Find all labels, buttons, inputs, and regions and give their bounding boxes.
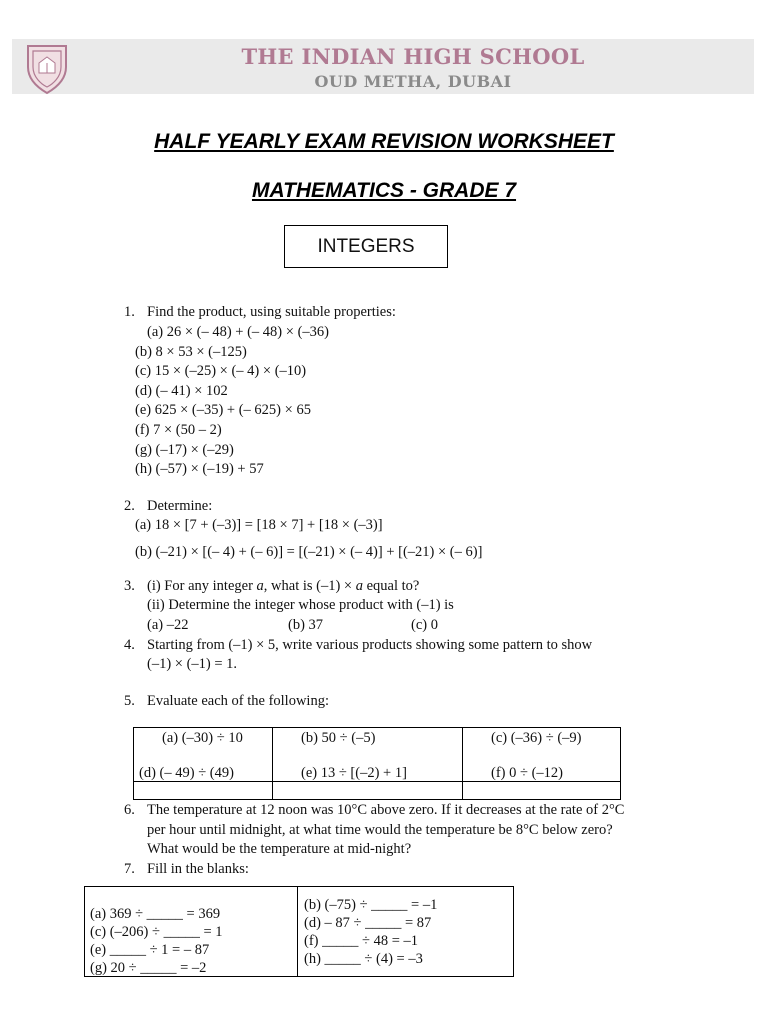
q1-number: 1. xyxy=(124,304,135,320)
q1-item: (c) 15 × (–25) × (– 4) × (–10) xyxy=(135,363,307,379)
table-divider xyxy=(272,727,273,800)
q7-right-item: (d) – 87 ÷ _____ = 87 xyxy=(304,915,432,931)
q6-line: What would be the temperature at mid-night? xyxy=(147,841,412,857)
table-divider xyxy=(297,886,298,977)
q5-cell: (e) 13 ÷ [(–2) + 1] xyxy=(301,765,407,781)
q2-prompt: Determine: xyxy=(147,498,213,514)
q1-item: (e) 625 × (–35) + (– 625) × 65 xyxy=(135,402,311,418)
q3-option: (a) –22 xyxy=(147,617,189,633)
q5-cell: (f) 0 ÷ (–12) xyxy=(491,765,563,781)
q6-line: per hour until midnight, at what time would the temperature be 8°C below zero? xyxy=(147,822,613,838)
q2-number: 2. xyxy=(124,498,135,514)
q4-line1: Starting from (–1) × 5, write various products showing some pattern to show xyxy=(147,637,593,653)
q1-prompt: Find the product, using suitable properties: xyxy=(147,304,396,320)
q4-line2: (–1) × (–1) = 1. xyxy=(147,656,238,672)
q4-number: 4. xyxy=(124,637,135,653)
q5-number: 5. xyxy=(124,693,135,709)
q3-option: (b) 37 xyxy=(288,617,324,633)
q3-option: (c) 0 xyxy=(411,617,438,633)
q5-cell: (d) (– 49) ÷ (49) xyxy=(139,765,234,781)
q7-left-item: (a) 369 ÷ _____ = 369 xyxy=(90,906,221,922)
q7-right-item: (b) (–75) ÷ _____ = –1 xyxy=(304,897,438,913)
q7-right-item: (f) _____ ÷ 48 = –1 xyxy=(304,933,418,949)
q2-item: (a) 18 × [7 + (–3)] = [18 × 7] + [18 × (–3)] xyxy=(135,517,383,533)
q5-prompt: Evaluate each of the following: xyxy=(147,693,329,709)
q6-number: 6. xyxy=(124,802,135,818)
q3-number: 3. xyxy=(124,578,135,594)
table-divider xyxy=(462,727,463,800)
topic-label: INTEGERS xyxy=(317,235,415,257)
q7-left-item: (e) _____ ÷ 1 = – 87 xyxy=(90,942,210,958)
topic-box xyxy=(284,225,448,268)
q7-left-item: (g) 20 ÷ _____ = –2 xyxy=(90,960,207,976)
q5-cell: (a) (–30) ÷ 10 xyxy=(162,730,243,746)
subject-title: MATHEMATICS - GRADE 7 xyxy=(251,179,517,202)
q1-item: (g) (–17) × (–29) xyxy=(135,442,234,458)
school-location: OUD METHA, DUBAI xyxy=(314,72,512,91)
q1-item: (d) (– 41) × 102 xyxy=(135,383,228,399)
q1-item: (h) (–57) × (–19) + 57 xyxy=(135,461,264,477)
q2-item: (b) (–21) × [(– 4) + (– 6)] = [(–21) × (– 4)] + [(–21) × (– 6)] xyxy=(135,544,483,560)
q5-cell: (b) 50 ÷ (–5) xyxy=(301,730,376,746)
school-name: THE INDIAN HIGH SCHOOL xyxy=(241,44,585,69)
q1-item: (f) 7 × (50 – 2) xyxy=(135,422,222,438)
q7-right-item: (h) _____ ÷ (4) = –3 xyxy=(304,951,423,967)
q1-item: (b) 8 × 53 × (–125) xyxy=(135,344,247,360)
q7-prompt: Fill in the blanks: xyxy=(147,861,249,877)
q3-line2: (ii) Determine the integer whose product with (–1) is xyxy=(147,597,454,613)
worksheet-title: HALF YEARLY EXAM REVISION WORKSHEET xyxy=(154,130,614,153)
q1-item: (a) 26 × (– 48) + (– 48) × (–36) xyxy=(147,324,329,340)
q6-line: The temperature at 12 noon was 10°C above zero. If it decreases at the rate of 2°C xyxy=(147,802,625,818)
q5-cell: (c) (–36) ÷ (–9) xyxy=(491,730,582,746)
q7-left-item: (c) (–206) ÷ _____ = 1 xyxy=(90,924,223,940)
q7-number: 7. xyxy=(124,861,135,877)
q3-line1: (i) For any integer a, what is (–1) × a equal to? xyxy=(147,578,420,594)
